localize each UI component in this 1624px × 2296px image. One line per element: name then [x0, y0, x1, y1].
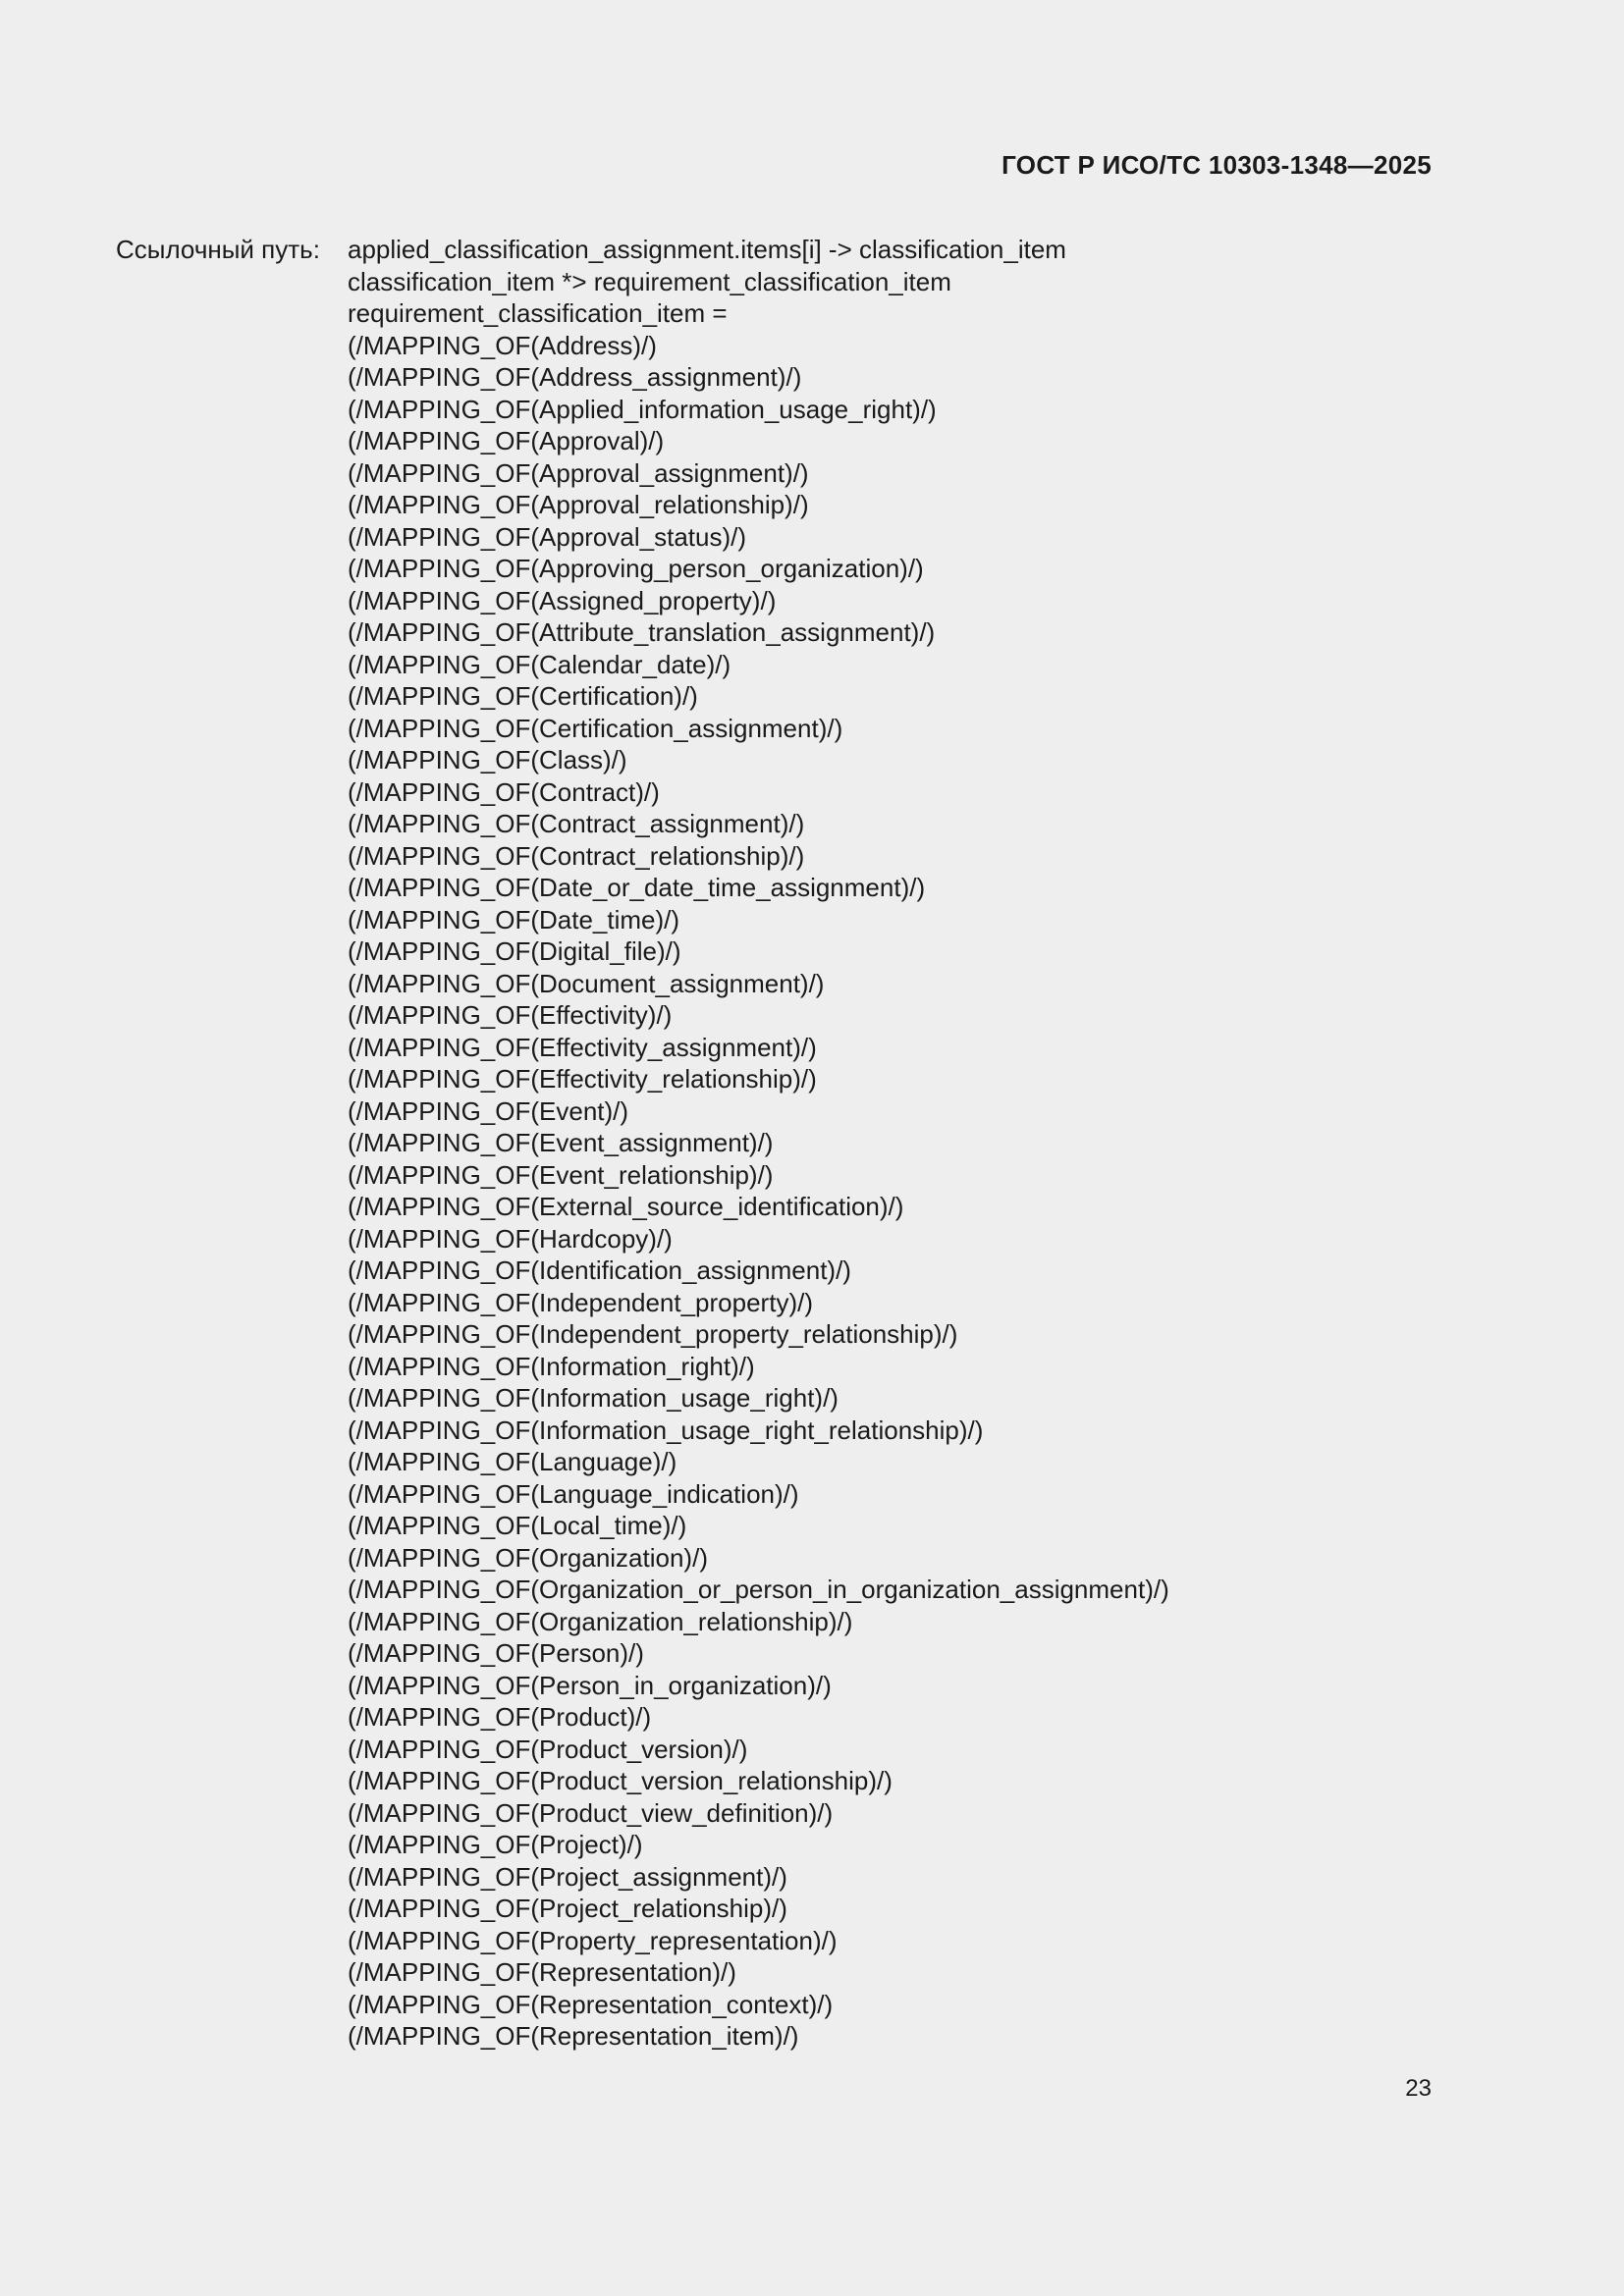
reference-path-line: (/MAPPING_OF(Digital_file)/): [348, 936, 681, 966]
reference-path-line: (/MAPPING_OF(Approving_person_organization)/): [348, 554, 924, 583]
reference-path-line: classification_item *> requirement_classification_item: [348, 266, 951, 296]
reference-path-line: (/MAPPING_OF(Approval_status)/): [348, 521, 746, 552]
reference-path-line: (/MAPPING_OF(Address)/): [348, 330, 657, 360]
reference-path-line: (/MAPPING_OF(Independent_property_relationship)/): [348, 1319, 958, 1349]
reference-path-line: (/MAPPING_OF(Approval_relationship)/): [348, 490, 809, 519]
reference-path-line: (/MAPPING_OF(Event_assignment)/): [348, 1128, 774, 1157]
reference-path-line: (/MAPPING_OF(Representation_item)/): [348, 2021, 799, 2051]
reference-path-line: (/MAPPING_OF(Approval)/): [348, 426, 665, 455]
reference-path-line: (/MAPPING_OF(Address_assignment)/): [348, 362, 802, 392]
reference-path-line: (/MAPPING_OF(Product_version_relationship)/): [348, 1766, 893, 1795]
reference-path-line: (/MAPPING_OF(Local_time)/): [348, 1511, 687, 1540]
reference-path-line: (/MAPPING_OF(Event_relationship)/): [348, 1159, 774, 1190]
reference-path-line: (/MAPPING_OF(Effectivity_assignment)/): [348, 1032, 817, 1062]
reference-path-line: (/MAPPING_OF(Product_view_definition)/): [348, 1797, 834, 1828]
reference-path-line: (/MAPPING_OF(Representation_context)/): [348, 1989, 834, 2019]
reference-path-line: (/MAPPING_OF(Contract_relationship)/): [348, 840, 805, 871]
reference-path-line: (/MAPPING_OF(Effectivity_relationship)/): [348, 1064, 817, 1094]
reference-path-line: (/MAPPING_OF(Certification_assignment)/): [348, 713, 843, 743]
reference-path-line: (/MAPPING_OF(Approval_assignment)/): [348, 457, 809, 488]
reference-path-line: (/MAPPING_OF(Hardcopy)/): [348, 1223, 673, 1254]
reference-path-line: (/MAPPING_OF(Product)/): [348, 1702, 652, 1732]
reference-path-line: (/MAPPING_OF(Calendar_date)/): [348, 649, 731, 679]
reference-path-line: (/MAPPING_OF(Effectivity)/): [348, 1000, 673, 1030]
reference-path-line: (/MAPPING_OF(Organization_or_person_in_organization_assignment)/): [348, 1575, 1169, 1604]
reference-path-line: (/MAPPING_OF(Language)/): [348, 1447, 677, 1476]
reference-path-line: (/MAPPING_OF(Person)/): [348, 1638, 644, 1668]
reference-path-line: (/MAPPING_OF(Contract)/): [348, 776, 660, 807]
document-standard-header: ГОСТ Р ИСО/ТС 10303-1348—2025: [1001, 150, 1432, 180]
reference-path-line: (/MAPPING_OF(Information_usage_right)/): [348, 1383, 839, 1413]
reference-path-line: applied_classification_assignment.items[i] -> classification_item: [348, 235, 1066, 264]
reference-path-line: (/MAPPING_OF(External_source_identification)/): [348, 1192, 904, 1221]
reference-path-line: (/MAPPING_OF(Event)/): [348, 1095, 629, 1126]
reference-path-line: (/MAPPING_OF(Date_time)/): [348, 904, 680, 934]
reference-path-line: (/MAPPING_OF(Product_version)/): [348, 1734, 748, 1764]
reference-path-line: (/MAPPING_OF(Contract_assignment)/): [348, 809, 805, 838]
page-number: 23: [1405, 2075, 1432, 2102]
reference-path-line: (/MAPPING_OF(Organization_relationship)/): [348, 1606, 853, 1636]
reference-path-line: (/MAPPING_OF(Organization)/): [348, 1542, 708, 1573]
reference-path-line: (/MAPPING_OF(Certification)/): [348, 681, 698, 711]
reference-path-line: (/MAPPING_OF(Attribute_translation_assignment)/): [348, 617, 936, 647]
reference-path-label: Ссылочный путь:: [116, 235, 320, 264]
reference-path-lines: [348, 234, 1169, 2053]
reference-path-line: (/MAPPING_OF(Project)/): [348, 1830, 643, 1859]
reference-path-line: (/MAPPING_OF(Assigned_property)/): [348, 585, 777, 615]
reference-path-line: requirement_classification_item =: [348, 298, 728, 328]
reference-path-line: (/MAPPING_OF(Project_assignment)/): [348, 1861, 787, 1892]
reference-path-line: (/MAPPING_OF(Person_in_organization)/): [348, 1670, 832, 1700]
reference-path-line: (/MAPPING_OF(Independent_property)/): [348, 1287, 813, 1317]
reference-path-line: (/MAPPING_OF(Identification_assignment)/): [348, 1255, 851, 1285]
reference-path-line: (/MAPPING_OF(Date_or_date_time_assignment)/): [348, 873, 926, 902]
reference-path-line: (/MAPPING_OF(Applied_information_usage_right)/): [348, 394, 937, 424]
reference-path-line: (/MAPPING_OF(Information_usage_right_relationship)/): [348, 1415, 984, 1445]
reference-path-line: (/MAPPING_OF(Class)/): [348, 745, 627, 774]
reference-path-line: (/MAPPING_OF(Language_indication)/): [348, 1478, 799, 1509]
reference-path-line: (/MAPPING_OF(Property_representation)/): [348, 1925, 838, 1955]
reference-path-line: (/MAPPING_OF(Representation)/): [348, 1957, 736, 1987]
reference-path-line: (/MAPPING_OF(Project_relationship)/): [348, 1894, 787, 1923]
reference-path-line: (/MAPPING_OF(Document_assignment)/): [348, 968, 825, 998]
reference-path-line: (/MAPPING_OF(Information_right)/): [348, 1351, 755, 1381]
